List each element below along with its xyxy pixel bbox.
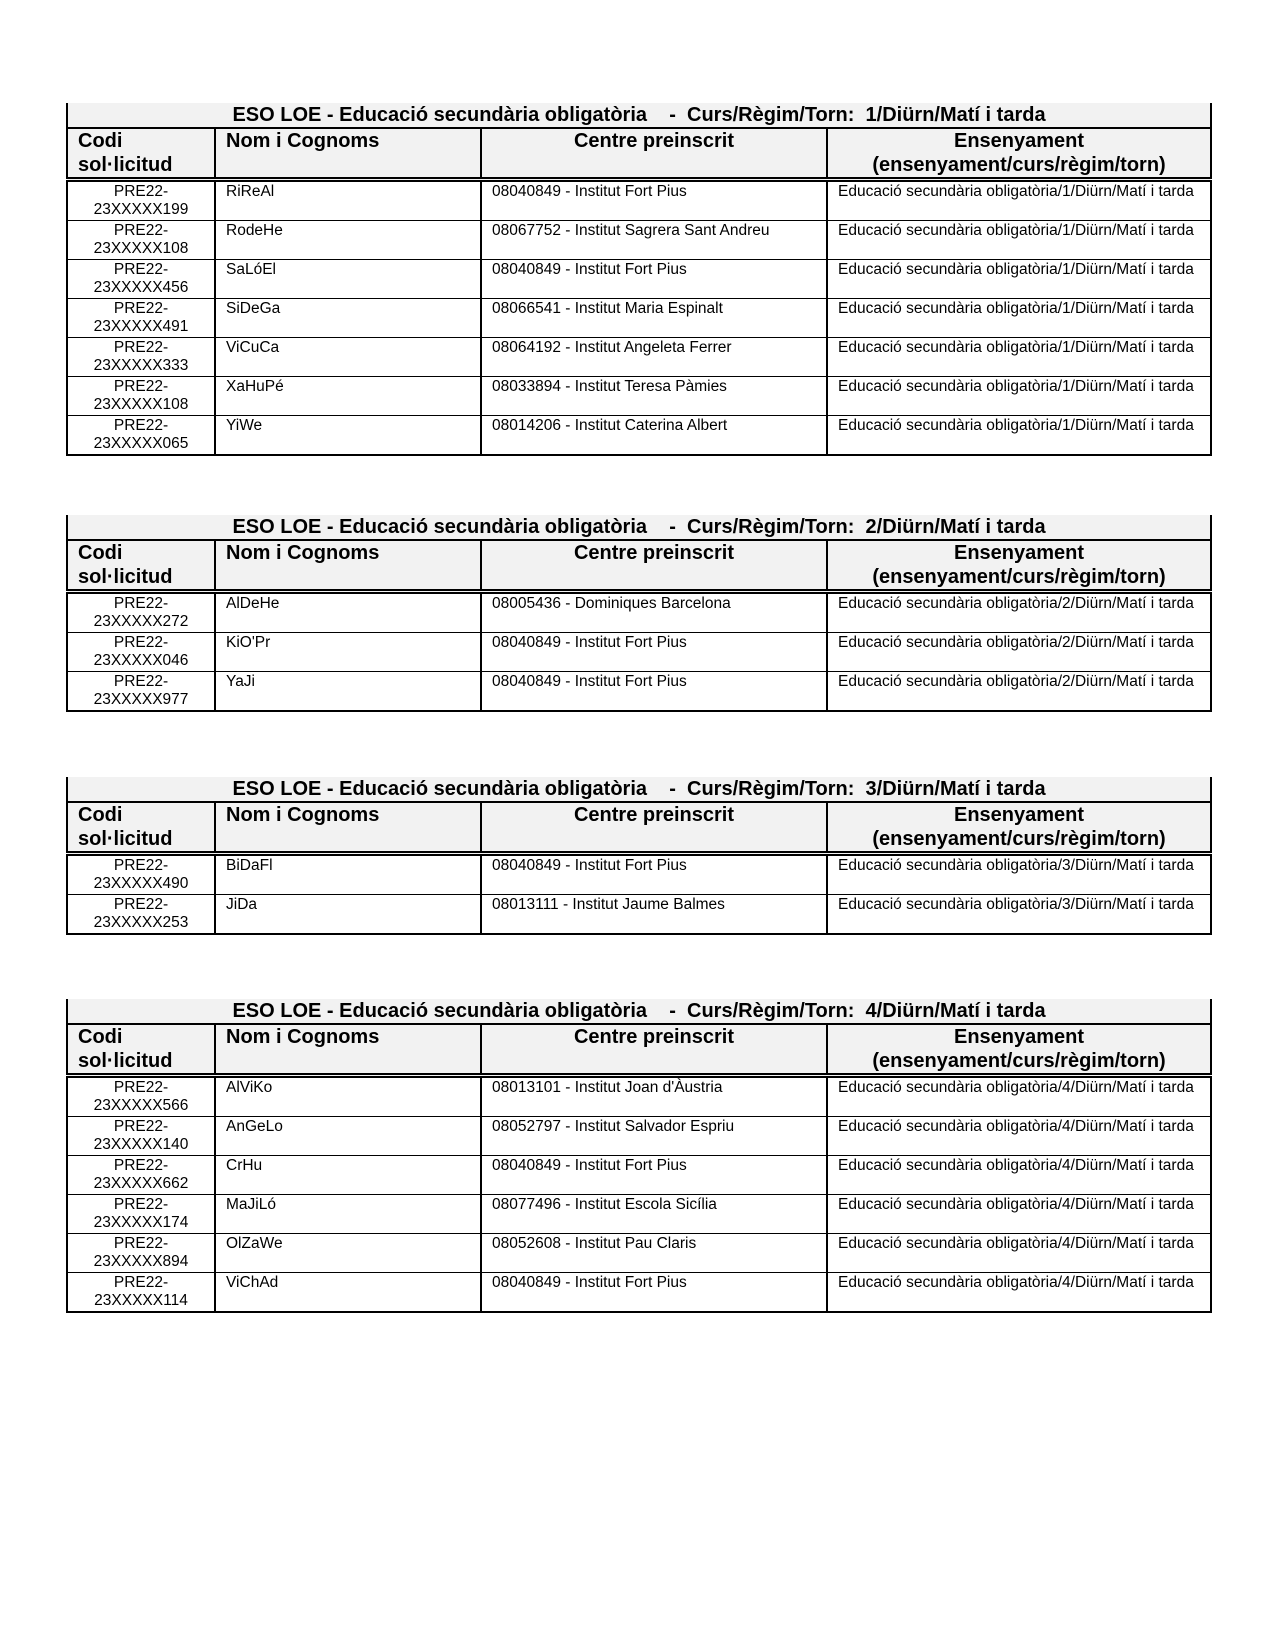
cell-codi: PRE22- 23XXXXX491 xyxy=(67,299,215,338)
header-codi: Codi sol·licitud xyxy=(67,802,215,854)
header-ensenyament: Ensenyament (ensenyament/curs/règim/torn) xyxy=(827,1024,1211,1076)
table-title: ESO LOE - Educació secundària obligatòria - Curs/Règim/Torn: 3/Diürn/Matí i tarda xyxy=(67,777,1211,802)
table-row xyxy=(67,299,1211,338)
cell-ensenyament: Educació secundària obligatòria/4/Diürn/Matí i tarda xyxy=(827,1195,1211,1234)
enrollment-table xyxy=(66,103,1212,456)
table-row xyxy=(67,260,1211,299)
table-row xyxy=(67,854,1211,895)
cell-nom: AlDeHe xyxy=(215,592,481,633)
table-row xyxy=(67,1117,1211,1156)
enrollment-table xyxy=(66,777,1212,935)
cell-ensenyament: Educació secundària obligatòria/3/Diürn/Matí i tarda xyxy=(827,895,1211,935)
table-row xyxy=(67,338,1211,377)
cell-ensenyament: Educació secundària obligatòria/1/Diürn/Matí i tarda xyxy=(827,221,1211,260)
table-row xyxy=(67,1156,1211,1195)
table-row xyxy=(67,672,1211,712)
table-title: ESO LOE - Educació secundària obligatòria - Curs/Règim/Torn: 1/Diürn/Matí i tarda xyxy=(67,103,1211,128)
cell-codi: PRE22- 23XXXXX108 xyxy=(67,221,215,260)
cell-ensenyament: Educació secundària obligatòria/4/Diürn/Matí i tarda xyxy=(827,1117,1211,1156)
cell-nom: YaJi xyxy=(215,672,481,712)
cell-codi: PRE22- 23XXXXX977 xyxy=(67,672,215,712)
cell-ensenyament: Educació secundària obligatòria/1/Diürn/Matí i tarda xyxy=(827,416,1211,456)
cell-nom: OlZaWe xyxy=(215,1234,481,1273)
header-codi: Codi sol·licitud xyxy=(67,540,215,592)
table-row xyxy=(67,221,1211,260)
cell-codi: PRE22- 23XXXXX174 xyxy=(67,1195,215,1234)
cell-centre: 08040849 - Institut Fort Pius xyxy=(481,1273,827,1313)
table-row xyxy=(67,416,1211,456)
cell-ensenyament: Educació secundària obligatòria/2/Diürn/Matí i tarda xyxy=(827,672,1211,712)
cell-nom: ViChAd xyxy=(215,1273,481,1313)
cell-ensenyament: Educació secundària obligatòria/4/Diürn/Matí i tarda xyxy=(827,1156,1211,1195)
cell-ensenyament: Educació secundària obligatòria/1/Diürn/Matí i tarda xyxy=(827,180,1211,221)
cell-nom: ViCuCa xyxy=(215,338,481,377)
cell-nom: KiO'Pr xyxy=(215,633,481,672)
cell-codi: PRE22- 23XXXXX894 xyxy=(67,1234,215,1273)
header-ensenyament: Ensenyament (ensenyament/curs/règim/torn) xyxy=(827,128,1211,180)
header-nom: Nom i Cognoms xyxy=(215,128,481,180)
cell-codi: PRE22- 23XXXXX199 xyxy=(67,180,215,221)
cell-centre: 08040849 - Institut Fort Pius xyxy=(481,854,827,895)
cell-codi: PRE22- 23XXXXX333 xyxy=(67,338,215,377)
cell-centre: 08013101 - Institut Joan d'Àustria xyxy=(481,1076,827,1117)
header-ensenyament: Ensenyament (ensenyament/curs/règim/torn) xyxy=(827,540,1211,592)
cell-codi: PRE22- 23XXXXX046 xyxy=(67,633,215,672)
cell-nom: RodeHe xyxy=(215,221,481,260)
cell-centre: 08040849 - Institut Fort Pius xyxy=(481,180,827,221)
cell-ensenyament: Educació secundària obligatòria/1/Diürn/Matí i tarda xyxy=(827,377,1211,416)
table-row xyxy=(67,1195,1211,1234)
header-nom: Nom i Cognoms xyxy=(215,540,481,592)
cell-ensenyament: Educació secundària obligatòria/1/Diürn/Matí i tarda xyxy=(827,299,1211,338)
cell-centre: 08066541 - Institut Maria Espinalt xyxy=(481,299,827,338)
cell-codi: PRE22- 23XXXXX108 xyxy=(67,377,215,416)
cell-nom: SaLóEl xyxy=(215,260,481,299)
cell-codi: PRE22- 23XXXXX253 xyxy=(67,895,215,935)
cell-ensenyament: Educació secundària obligatòria/4/Diürn/Matí i tarda xyxy=(827,1076,1211,1117)
table-title: ESO LOE - Educació secundària obligatòria - Curs/Règim/Torn: 4/Diürn/Matí i tarda xyxy=(67,999,1211,1024)
header-codi: Codi sol·licitud xyxy=(67,128,215,180)
cell-nom: AnGeLo xyxy=(215,1117,481,1156)
enrollment-table-block xyxy=(66,515,1210,712)
table-row xyxy=(67,180,1211,221)
table-row xyxy=(67,377,1211,416)
table-row xyxy=(67,592,1211,633)
cell-codi: PRE22- 23XXXXX566 xyxy=(67,1076,215,1117)
cell-centre: 08033894 - Institut Teresa Pàmies xyxy=(481,377,827,416)
cell-nom: CrHu xyxy=(215,1156,481,1195)
header-centre: Centre preinscrit xyxy=(481,802,827,854)
cell-centre: 08077496 - Institut Escola Sicília xyxy=(481,1195,827,1234)
cell-codi: PRE22- 23XXXXX065 xyxy=(67,416,215,456)
cell-nom: SiDeGa xyxy=(215,299,481,338)
cell-centre: 08052797 - Institut Salvador Espriu xyxy=(481,1117,827,1156)
cell-centre: 08064192 - Institut Angeleta Ferrer xyxy=(481,338,827,377)
cell-ensenyament: Educació secundària obligatòria/2/Diürn/Matí i tarda xyxy=(827,592,1211,633)
table-row xyxy=(67,1234,1211,1273)
enrollment-table-block xyxy=(66,777,1210,935)
cell-centre: 08005436 - Dominiques Barcelona xyxy=(481,592,827,633)
cell-ensenyament: Educació secundària obligatòria/3/Diürn/Matí i tarda xyxy=(827,854,1211,895)
table-row xyxy=(67,633,1211,672)
header-codi: Codi sol·licitud xyxy=(67,1024,215,1076)
header-centre: Centre preinscrit xyxy=(481,540,827,592)
enrollment-table-block xyxy=(66,103,1210,456)
cell-nom: XaHuPé xyxy=(215,377,481,416)
enrollment-table xyxy=(66,515,1212,712)
cell-centre: 08014206 - Institut Caterina Albert xyxy=(481,416,827,456)
cell-codi: PRE22- 23XXXXX114 xyxy=(67,1273,215,1313)
table-row xyxy=(67,1076,1211,1117)
cell-centre: 08013111 - Institut Jaume Balmes xyxy=(481,895,827,935)
cell-codi: PRE22- 23XXXXX490 xyxy=(67,854,215,895)
cell-centre: 08067752 - Institut Sagrera Sant Andreu xyxy=(481,221,827,260)
cell-codi: PRE22- 23XXXXX140 xyxy=(67,1117,215,1156)
cell-nom: JiDa xyxy=(215,895,481,935)
cell-ensenyament: Educació secundària obligatòria/4/Diürn/Matí i tarda xyxy=(827,1273,1211,1313)
cell-nom: BiDaFl xyxy=(215,854,481,895)
header-ensenyament: Ensenyament (ensenyament/curs/règim/torn) xyxy=(827,802,1211,854)
header-nom: Nom i Cognoms xyxy=(215,1024,481,1076)
enrollment-table xyxy=(66,999,1212,1313)
cell-nom: RiReAl xyxy=(215,180,481,221)
cell-codi: PRE22- 23XXXXX272 xyxy=(67,592,215,633)
header-centre: Centre preinscrit xyxy=(481,128,827,180)
cell-centre: 08040849 - Institut Fort Pius xyxy=(481,633,827,672)
enrollment-table-block xyxy=(66,999,1210,1313)
cell-nom: YiWe xyxy=(215,416,481,456)
cell-nom: MaJiLó xyxy=(215,1195,481,1234)
cell-centre: 08040849 - Institut Fort Pius xyxy=(481,260,827,299)
cell-ensenyament: Educació secundària obligatòria/2/Diürn/Matí i tarda xyxy=(827,633,1211,672)
cell-codi: PRE22- 23XXXXX456 xyxy=(67,260,215,299)
cell-nom: AlViKo xyxy=(215,1076,481,1117)
table-row xyxy=(67,1273,1211,1313)
cell-centre: 08040849 - Institut Fort Pius xyxy=(481,672,827,712)
cell-ensenyament: Educació secundària obligatòria/1/Diürn/Matí i tarda xyxy=(827,338,1211,377)
cell-ensenyament: Educació secundària obligatòria/1/Diürn/Matí i tarda xyxy=(827,260,1211,299)
cell-codi: PRE22- 23XXXXX662 xyxy=(67,1156,215,1195)
cell-ensenyament: Educació secundària obligatòria/4/Diürn/Matí i tarda xyxy=(827,1234,1211,1273)
cell-centre: 08052608 - Institut Pau Claris xyxy=(481,1234,827,1273)
header-centre: Centre preinscrit xyxy=(481,1024,827,1076)
header-nom: Nom i Cognoms xyxy=(215,802,481,854)
table-title: ESO LOE - Educació secundària obligatòria - Curs/Règim/Torn: 2/Diürn/Matí i tarda xyxy=(67,515,1211,540)
table-row xyxy=(67,895,1211,935)
cell-centre: 08040849 - Institut Fort Pius xyxy=(481,1156,827,1195)
